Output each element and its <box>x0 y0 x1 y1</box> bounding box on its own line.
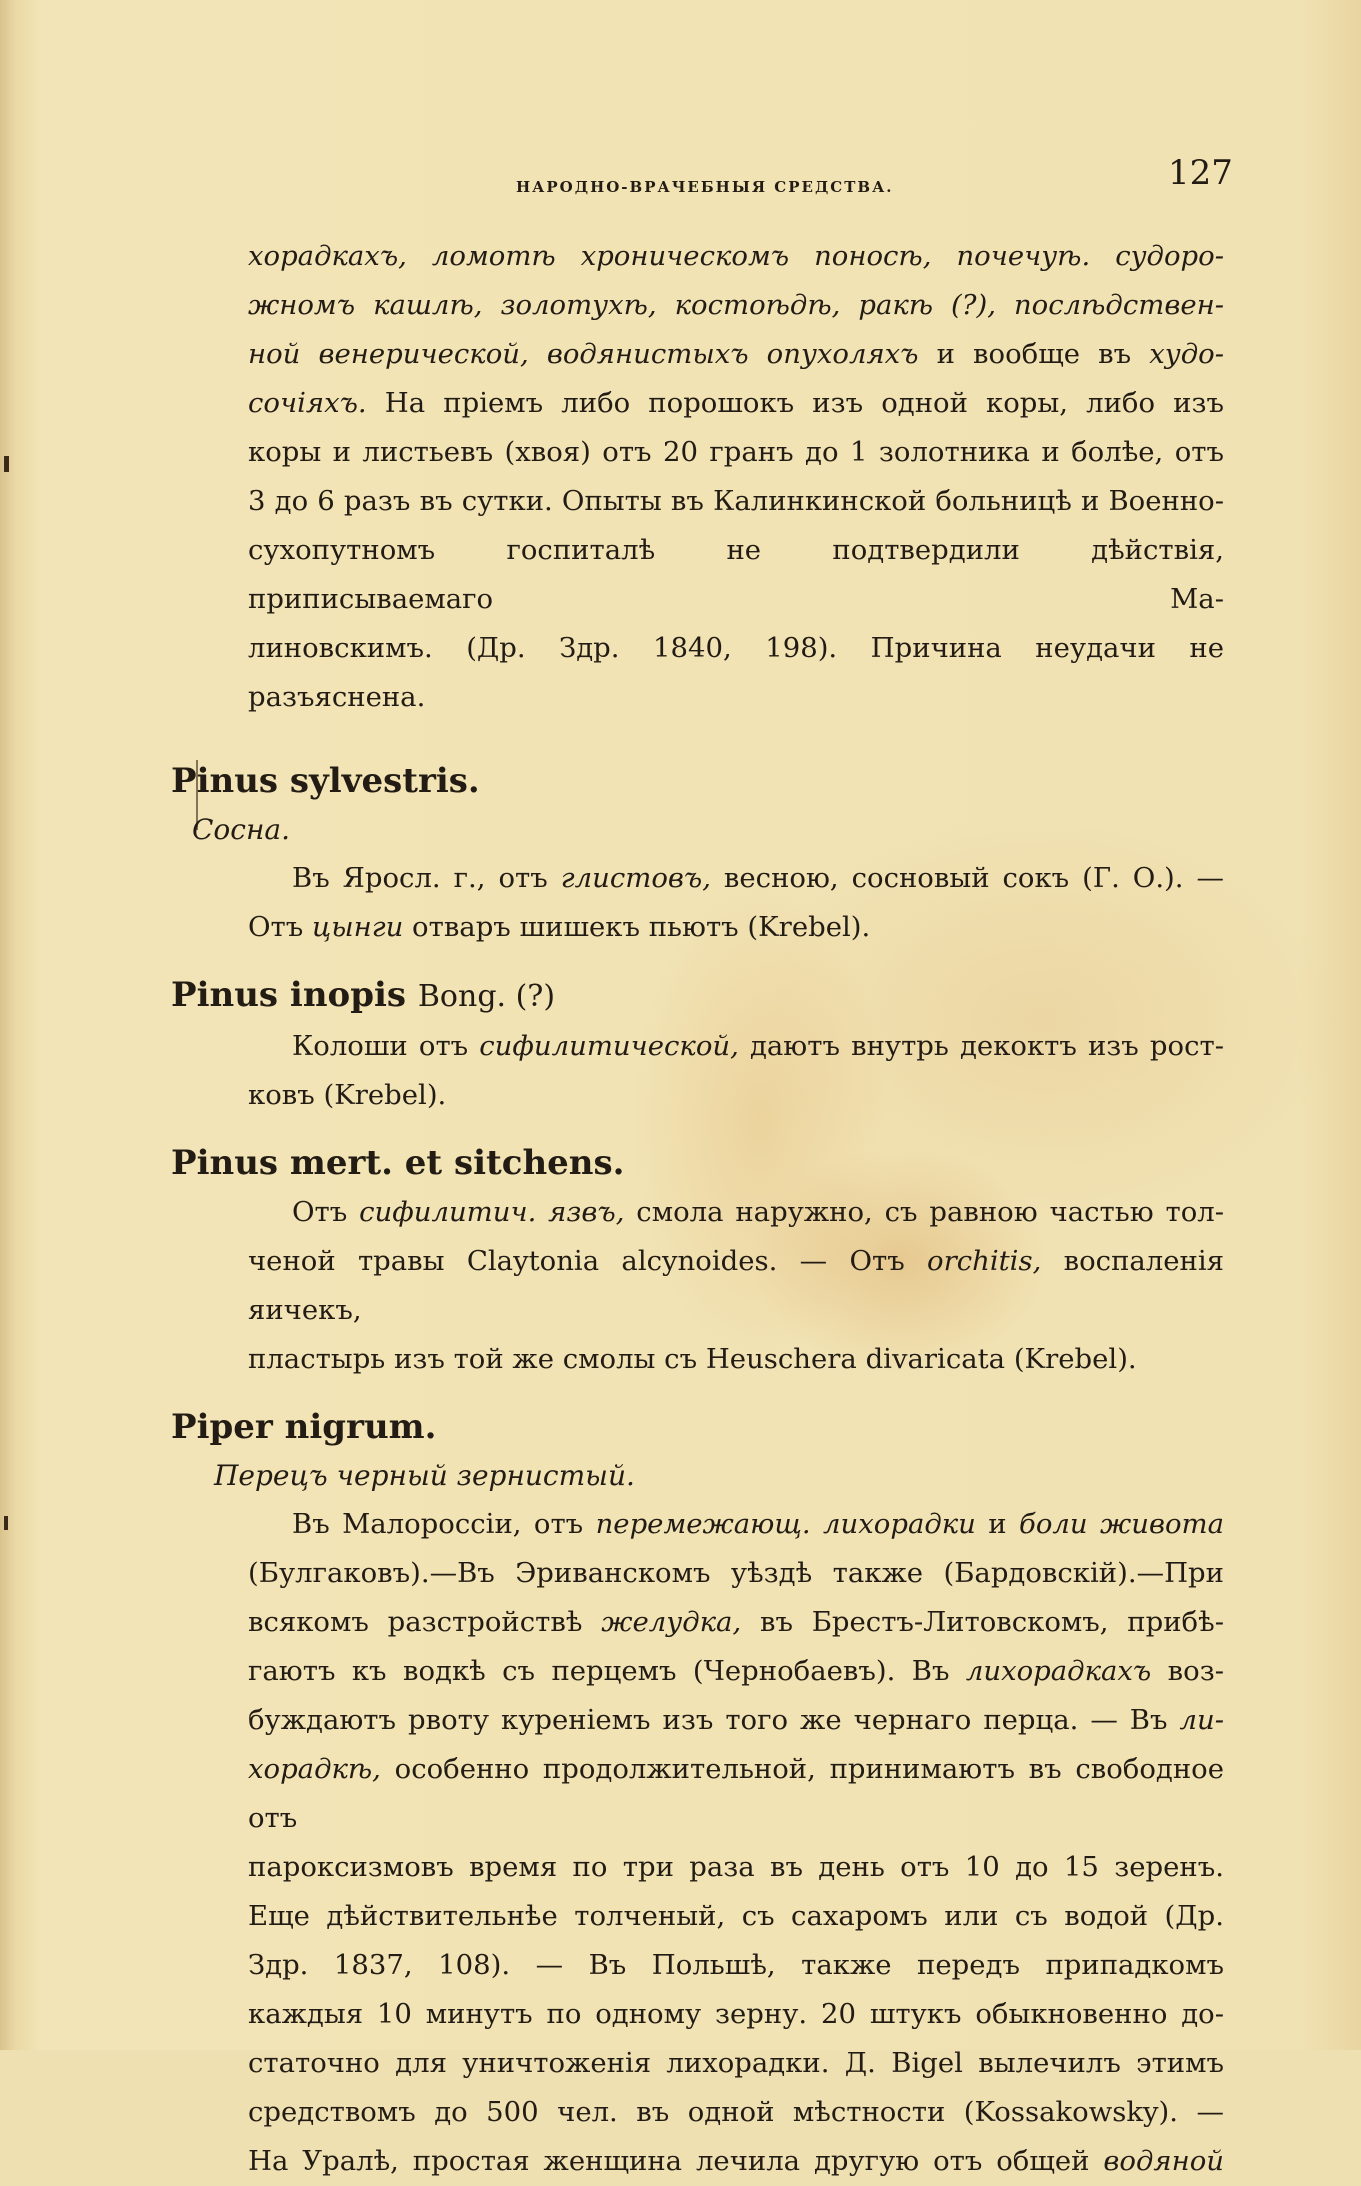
italic-term: ракѣ (?), <box>858 289 996 321</box>
italic-term: хорадкѣ, <box>248 1753 381 1785</box>
entry-pinus-mert <box>0 1138 1361 1384</box>
italic-term: жномъ <box>248 289 356 321</box>
text-line: сухопутномъ госпиталѣ не подтвердили дѣйствія, приписываемаго Ма- <box>248 534 1224 615</box>
text-line: Въ Малороссіи, отъ перемежающ. лихорадки и боли живота <box>292 1508 1224 1540</box>
italic-term: костоѣдѣ, <box>674 289 841 321</box>
italic-term: водянистыхъ <box>546 338 749 370</box>
italic-term: боли живота <box>1019 1508 1224 1540</box>
text-line: коры и листьевъ (хвоя) отъ 20 гранъ до 1 золотника и болѣе, отъ <box>248 436 1224 468</box>
italic-term: orchitis, <box>927 1245 1042 1277</box>
entry-piper-nigrum <box>0 1402 1361 2186</box>
text-line: пароксизмовъ время по три раза въ день отъ 10 до 15 зеренъ. <box>248 1851 1224 1883</box>
text-line: статочно для уничтоженія лихорадки. Д. Bigel вылечилъ этимъ <box>248 2047 1224 2079</box>
italic-term: перемежающ. лихорадки <box>595 1508 976 1540</box>
italic-term: цынги <box>312 911 404 943</box>
italic-term: кашлѣ, <box>373 289 483 321</box>
entry-title-name: Pinus inopis <box>171 975 407 1015</box>
entry-pinus-sylvestris <box>0 756 1361 952</box>
text-line: сочіяхъ. На пріемъ либо порошокъ изъ одной коры, либо изъ <box>248 387 1224 419</box>
italic-term: поносѣ, <box>814 240 932 272</box>
text-line: средствомъ до 500 чел. въ одной мѣстности (Kossakowsky). — <box>248 2096 1224 2128</box>
text-line: ченой травы Claytonia alcynoides. — Отъ orchitis, воспаленія яичекъ, <box>248 1245 1225 1326</box>
text-line: Въ Яросл. г., отъ глистовъ, весною, сосновый сокъ (Г. О.). — <box>292 862 1224 894</box>
text-line: ковъ (Krebel). <box>248 1079 447 1111</box>
italic-term: почечуѣ. <box>956 240 1091 272</box>
text-line: хорадкѣ, особенно продолжительной, принимаютъ въ свободное отъ <box>248 1753 1224 1834</box>
italic-term: лихорадкахъ <box>965 1655 1152 1687</box>
page-body <box>0 232 1361 2186</box>
text-line: Отъ цынги отваръ шишекъ пьютъ (Krebel). <box>248 911 871 943</box>
intro-paragraph <box>0 232 1361 722</box>
italic-term: судоро- <box>1115 240 1224 272</box>
page-number: 127 <box>1168 153 1233 193</box>
text-line: Здр. 1837, 108). — Въ Польшѣ, также передъ припадкомъ <box>248 1949 1224 1981</box>
italic-term: сифилитич. язвъ, <box>359 1196 625 1228</box>
italic-term: ной <box>248 338 301 370</box>
italic-term: желудка, <box>601 1606 742 1638</box>
common-name: Перецъ черный зернистый. <box>214 1459 635 1492</box>
entry-title: Pinus mert. et sitchens. <box>171 1143 625 1183</box>
italic-term: сифилитической, <box>479 1030 739 1062</box>
entry-title: Pinus sylvestris. <box>171 761 480 801</box>
text-line: 3 до 6 разъ въ сутки. Опыты въ Калинкинской больницѣ и Военно- <box>248 485 1224 517</box>
text-line: всякомъ разстройствѣ желудка, въ Брестъ-Литовскомъ, прибѣ- <box>248 1606 1224 1638</box>
italic-term: опухоляхъ <box>766 338 919 370</box>
text-line: гаютъ къ водкѣ съ перцемъ (Чернобаевъ). Въ лихорадкахъ воз- <box>248 1655 1224 1687</box>
text-line: Отъ сифилитич. язвъ, смола наружно, съ равною частью тол- <box>292 1196 1225 1228</box>
entry-title: Piper nigrum. <box>171 1407 437 1447</box>
text-line: Еще дѣйствительнѣе толченый, съ сахаромъ или съ водой (Др. <box>248 1900 1224 1932</box>
text-line: Колоши отъ сифилитической, даютъ внутрь декоктъ изъ рост- <box>292 1030 1224 1062</box>
italic-term: послѣдствен- <box>1013 289 1225 321</box>
common-name: Сосна. <box>192 813 290 846</box>
italic-term: ломотѣ <box>431 240 556 272</box>
italic-term: худо- <box>1149 338 1224 370</box>
text-line: каждыя 10 минутъ по одному зерну. 20 штукъ обыкновенно до- <box>248 1998 1224 2030</box>
italic-term: сочіяхъ. <box>248 387 367 419</box>
italic-term: золотухѣ, <box>500 289 657 321</box>
italic-term: глистовъ, <box>560 862 711 894</box>
italic-term: хорадкахъ, <box>248 240 407 272</box>
text-line: пластырь изъ той же смолы съ Heuschera divaricata (Krebel). <box>248 1343 1137 1375</box>
running-header: НАРОДНО-ВРАЧЕБНЫЯ СРЕДСТВА. <box>516 178 894 196</box>
italic-term: ли- <box>1179 1704 1224 1736</box>
text-line: На Уралѣ, простая женщина лечила другую отъ общей водяной <box>248 2145 1224 2177</box>
entry-pinus-inopis <box>0 970 1361 1120</box>
entry-title-author: Bong. (?) <box>417 979 556 1014</box>
entry-title <box>171 970 1361 1022</box>
text-line: линовскимъ. (Др. Здр. 1840, 198). Причина неудачи не разъяснена. <box>248 632 1224 713</box>
text-line: буждаютъ рвоту куреніемъ изъ того же чернаго перца. — Въ ли- <box>248 1704 1224 1736</box>
text-line: ной венерической, водянистыхъ опухоляхъ и вообще въ худо- <box>248 338 1224 370</box>
text-line <box>248 232 1224 281</box>
italic-term: хроническомъ <box>580 240 790 272</box>
italic-term: водяной <box>1103 2145 1224 2177</box>
text-line <box>248 281 1224 330</box>
italic-term: венерической, <box>318 338 529 370</box>
text-line: (Булгаковъ).—Въ Эриванскомъ уѣздѣ также (Бардовскій).—При <box>248 1557 1224 1589</box>
